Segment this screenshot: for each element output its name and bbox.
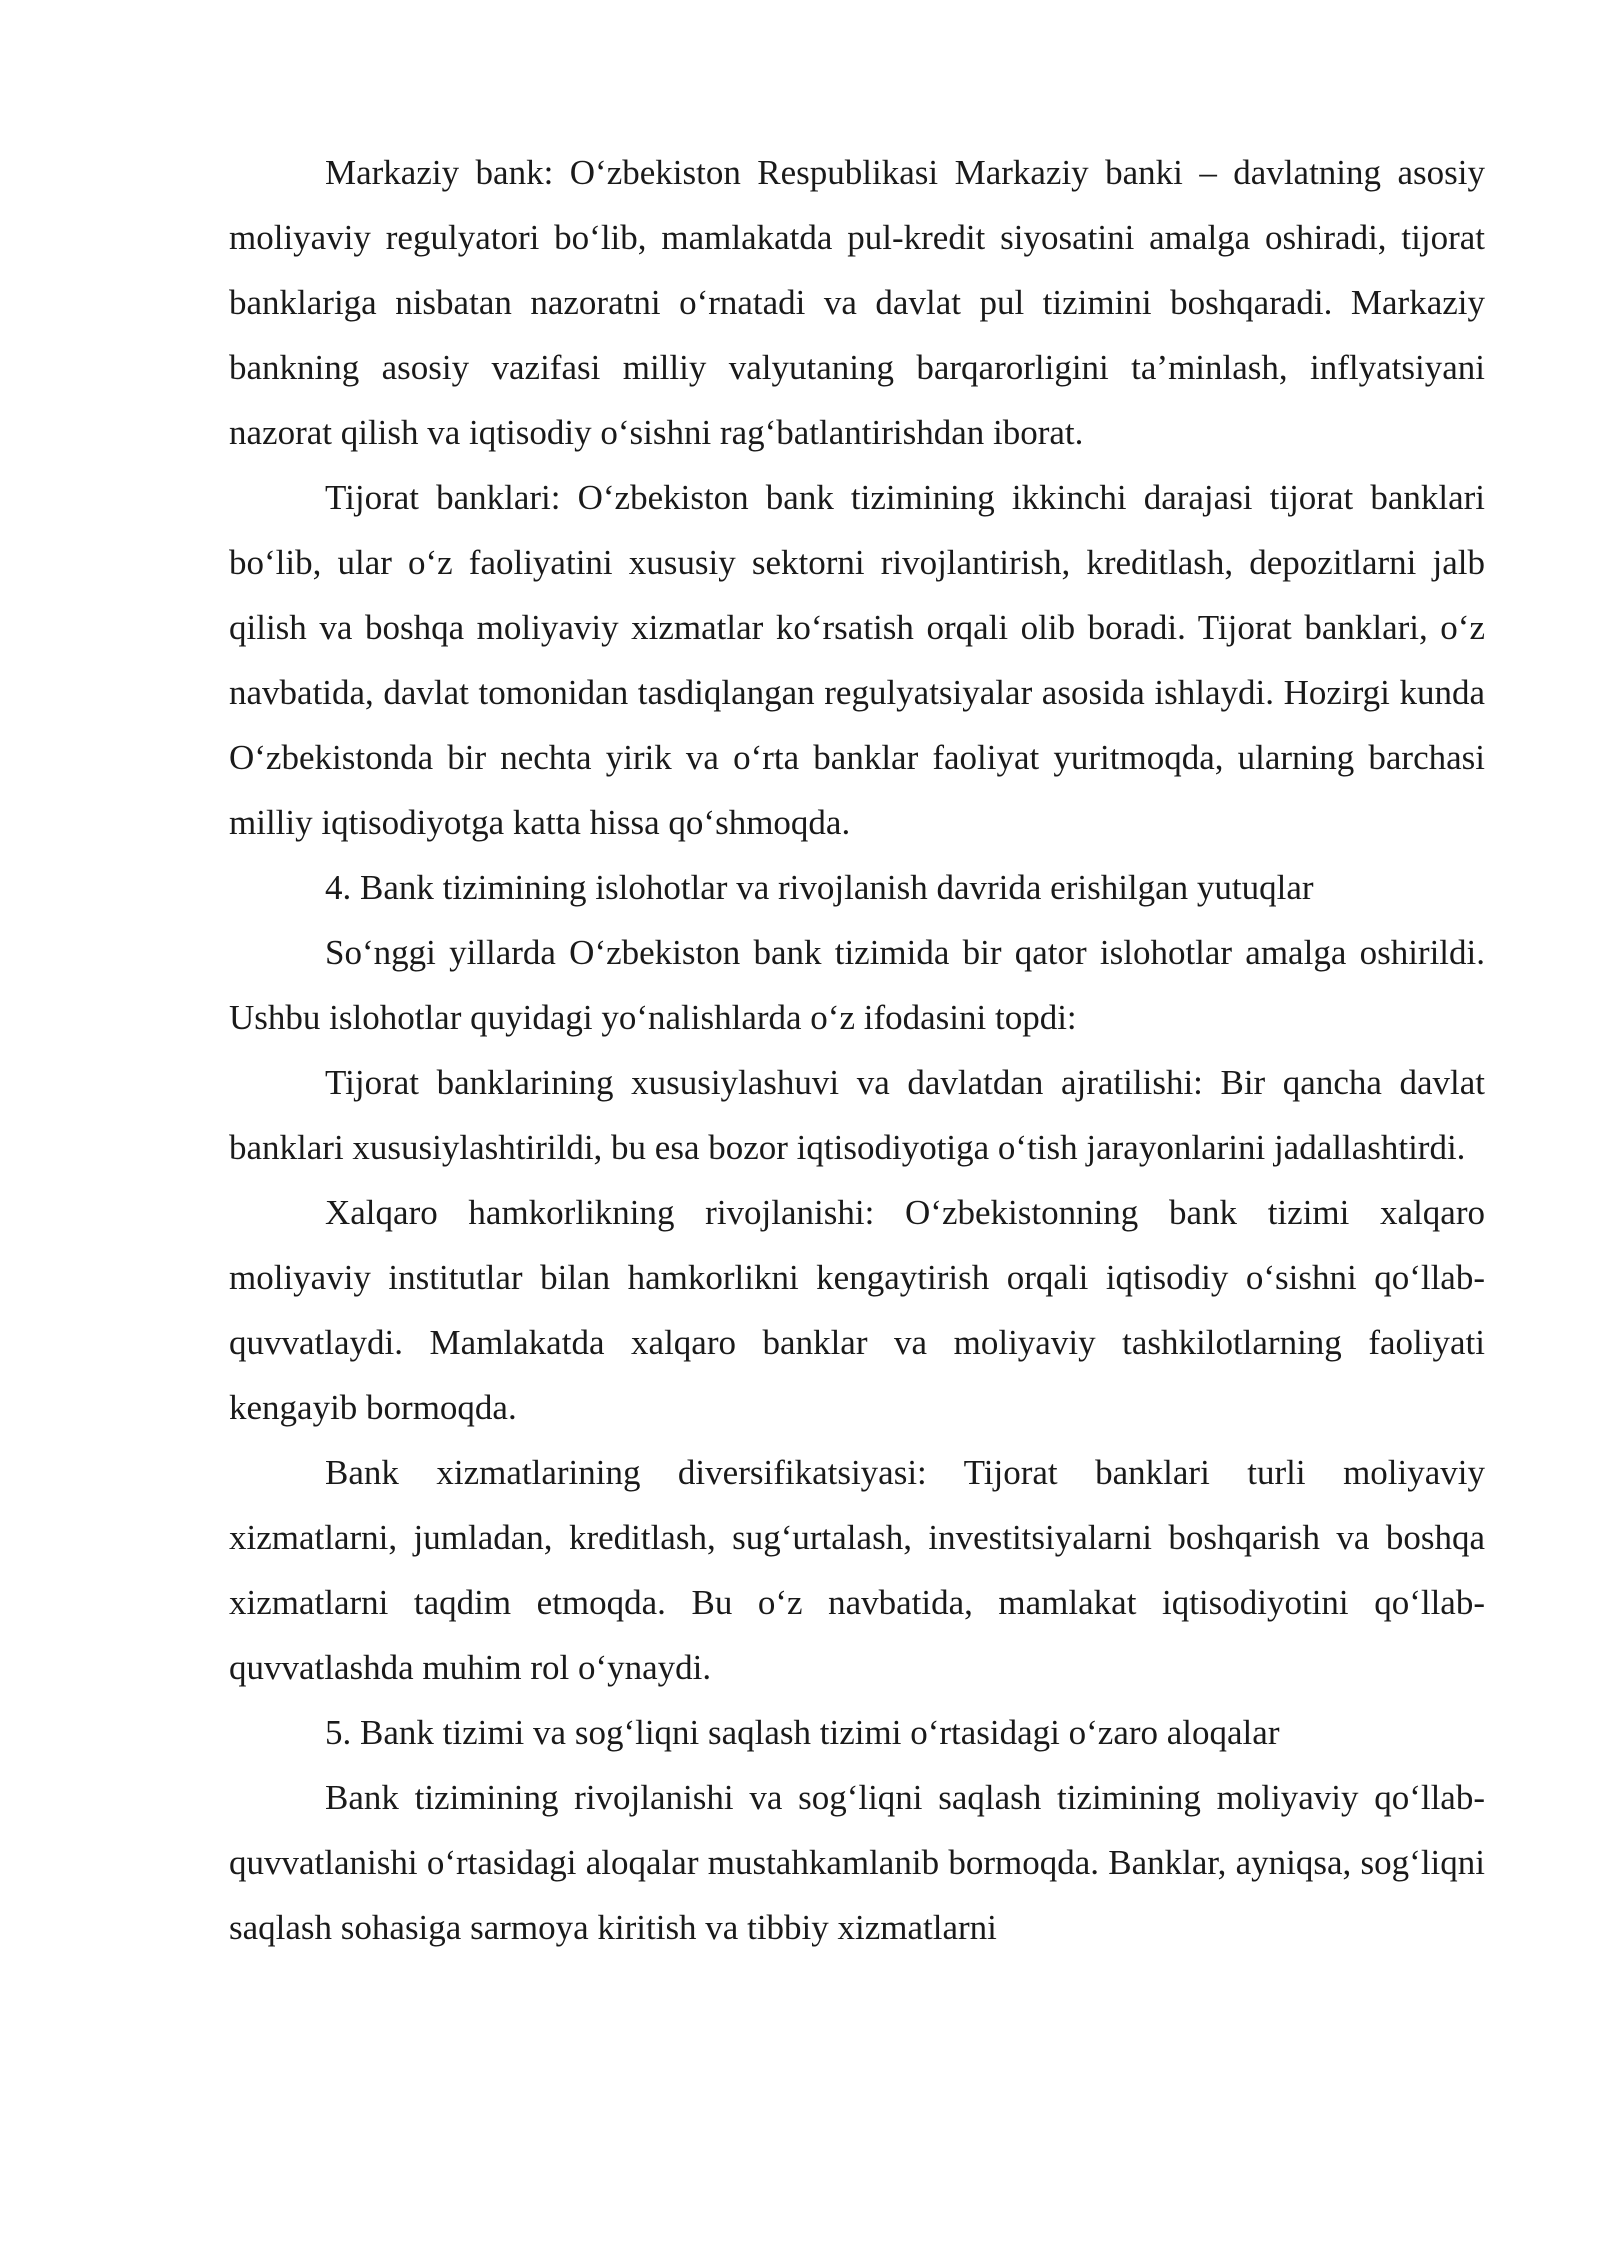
section-heading-5: 5. Bank tizimi va sog‘liqni saqlash tizimi o‘rtasidagi o‘zaro aloqalar <box>325 1713 1280 1752</box>
paragraph-xususiylashuv: Tijorat banklarining xususiylashuvi va davlatdan ajratilishi: Bir qancha davlat banklari xususiylashtirildi, bu esa bozor iqtisodiyotiga o‘tish jarayonlarini jadallashtirdi. <box>229 1063 1485 1167</box>
document-body <box>229 140 1485 1960</box>
paragraph-xalqaro-hamkorlik: Xalqaro hamkorlikning rivojlanishi: O‘zbekistonning bank tizimi xalqaro moliyaviy institutlar bilan hamkorlikni kengaytirish orqali iqtisodiy o‘sishni qo‘llab-quvvatlaydi. Mamlakatda xalqaro banklar va moliyaviy tashkilotlarning faoliyati kengayib bormoqda. <box>229 1193 1485 1427</box>
paragraph-diversifikatsiya: Bank xizmatlarining diversifikatsiyasi: Tijorat banklari turli moliyaviy xizmatlarni, jumladan, kreditlash, sug‘urtalash, investitsiyalarni boshqarish va boshqa xizmatlarni taqdim etmoqda. Bu o‘z navbatida, mamlakat iqtisodiyotini qo‘llab-quvvatlashda muhim rol o‘ynaydi. <box>229 1453 1485 1687</box>
paragraph-islohotlar-intro: So‘nggi yillarda O‘zbekiston bank tizimida bir qator islohotlar amalga oshirildi. Ushbu islohotlar quyidagi yo‘nalishlarda o‘z ifodasini topdi: <box>229 933 1485 1037</box>
paragraph-tijorat-banklari: Tijorat banklari: O‘zbekiston bank tizimining ikkinchi darajasi tijorat banklari bo‘lib, ular o‘z faoliyatini xususiy sektorni rivojlantirish, kreditlash, depozitlarni jalb qilish va boshqa moliyaviy xizmatlar ko‘rsatish orqali olib boradi. Tijorat banklari, o‘z navbatida, davlat tomonidan tasdiqlangan regulyatsiyalar asosida ishlaydi. Hozirgi kunda O‘zbekistonda bir nechta yirik va o‘rta banklar faoliyat yuritmoqda, ularning barchasi milliy iqtisodiyotga katta hissa qo‘shmoqda. <box>229 478 1485 842</box>
section-heading-4: 4. Bank tizimining islohotlar va rivojlanish davrida erishilgan yutuqlar <box>325 868 1314 907</box>
paragraph-markaziy-bank: Markaziy bank: O‘zbekiston Respublikasi Markaziy banki – davlatning asosiy moliyaviy regulyatori bo‘lib, mamlakatda pul-kredit siyosatini amalga oshiradi, tijorat banklariga nisbatan nazoratni o‘rnatadi va davlat pul tizimini boshqaradi. Markaziy bankning asosiy vazifasi milliy valyutaning barqarorligini ta’minlash, inflyatsiyani nazorat qilish va iqtisodiy o‘sishni rag‘batlantirishdan iborat. <box>229 153 1485 452</box>
paragraph-soglikni-saqlash: Bank tizimining rivojlanishi va sog‘liqni saqlash tizimining moliyaviy qo‘llab-quvvatlanishi o‘rtasidagi aloqalar mustahkamlanib bormoqda. Banklar, ayniqsa, sog‘liqni saqlash sohasiga sarmoya kiritish va tibbiy xizmatlarni <box>229 1778 1485 1947</box>
